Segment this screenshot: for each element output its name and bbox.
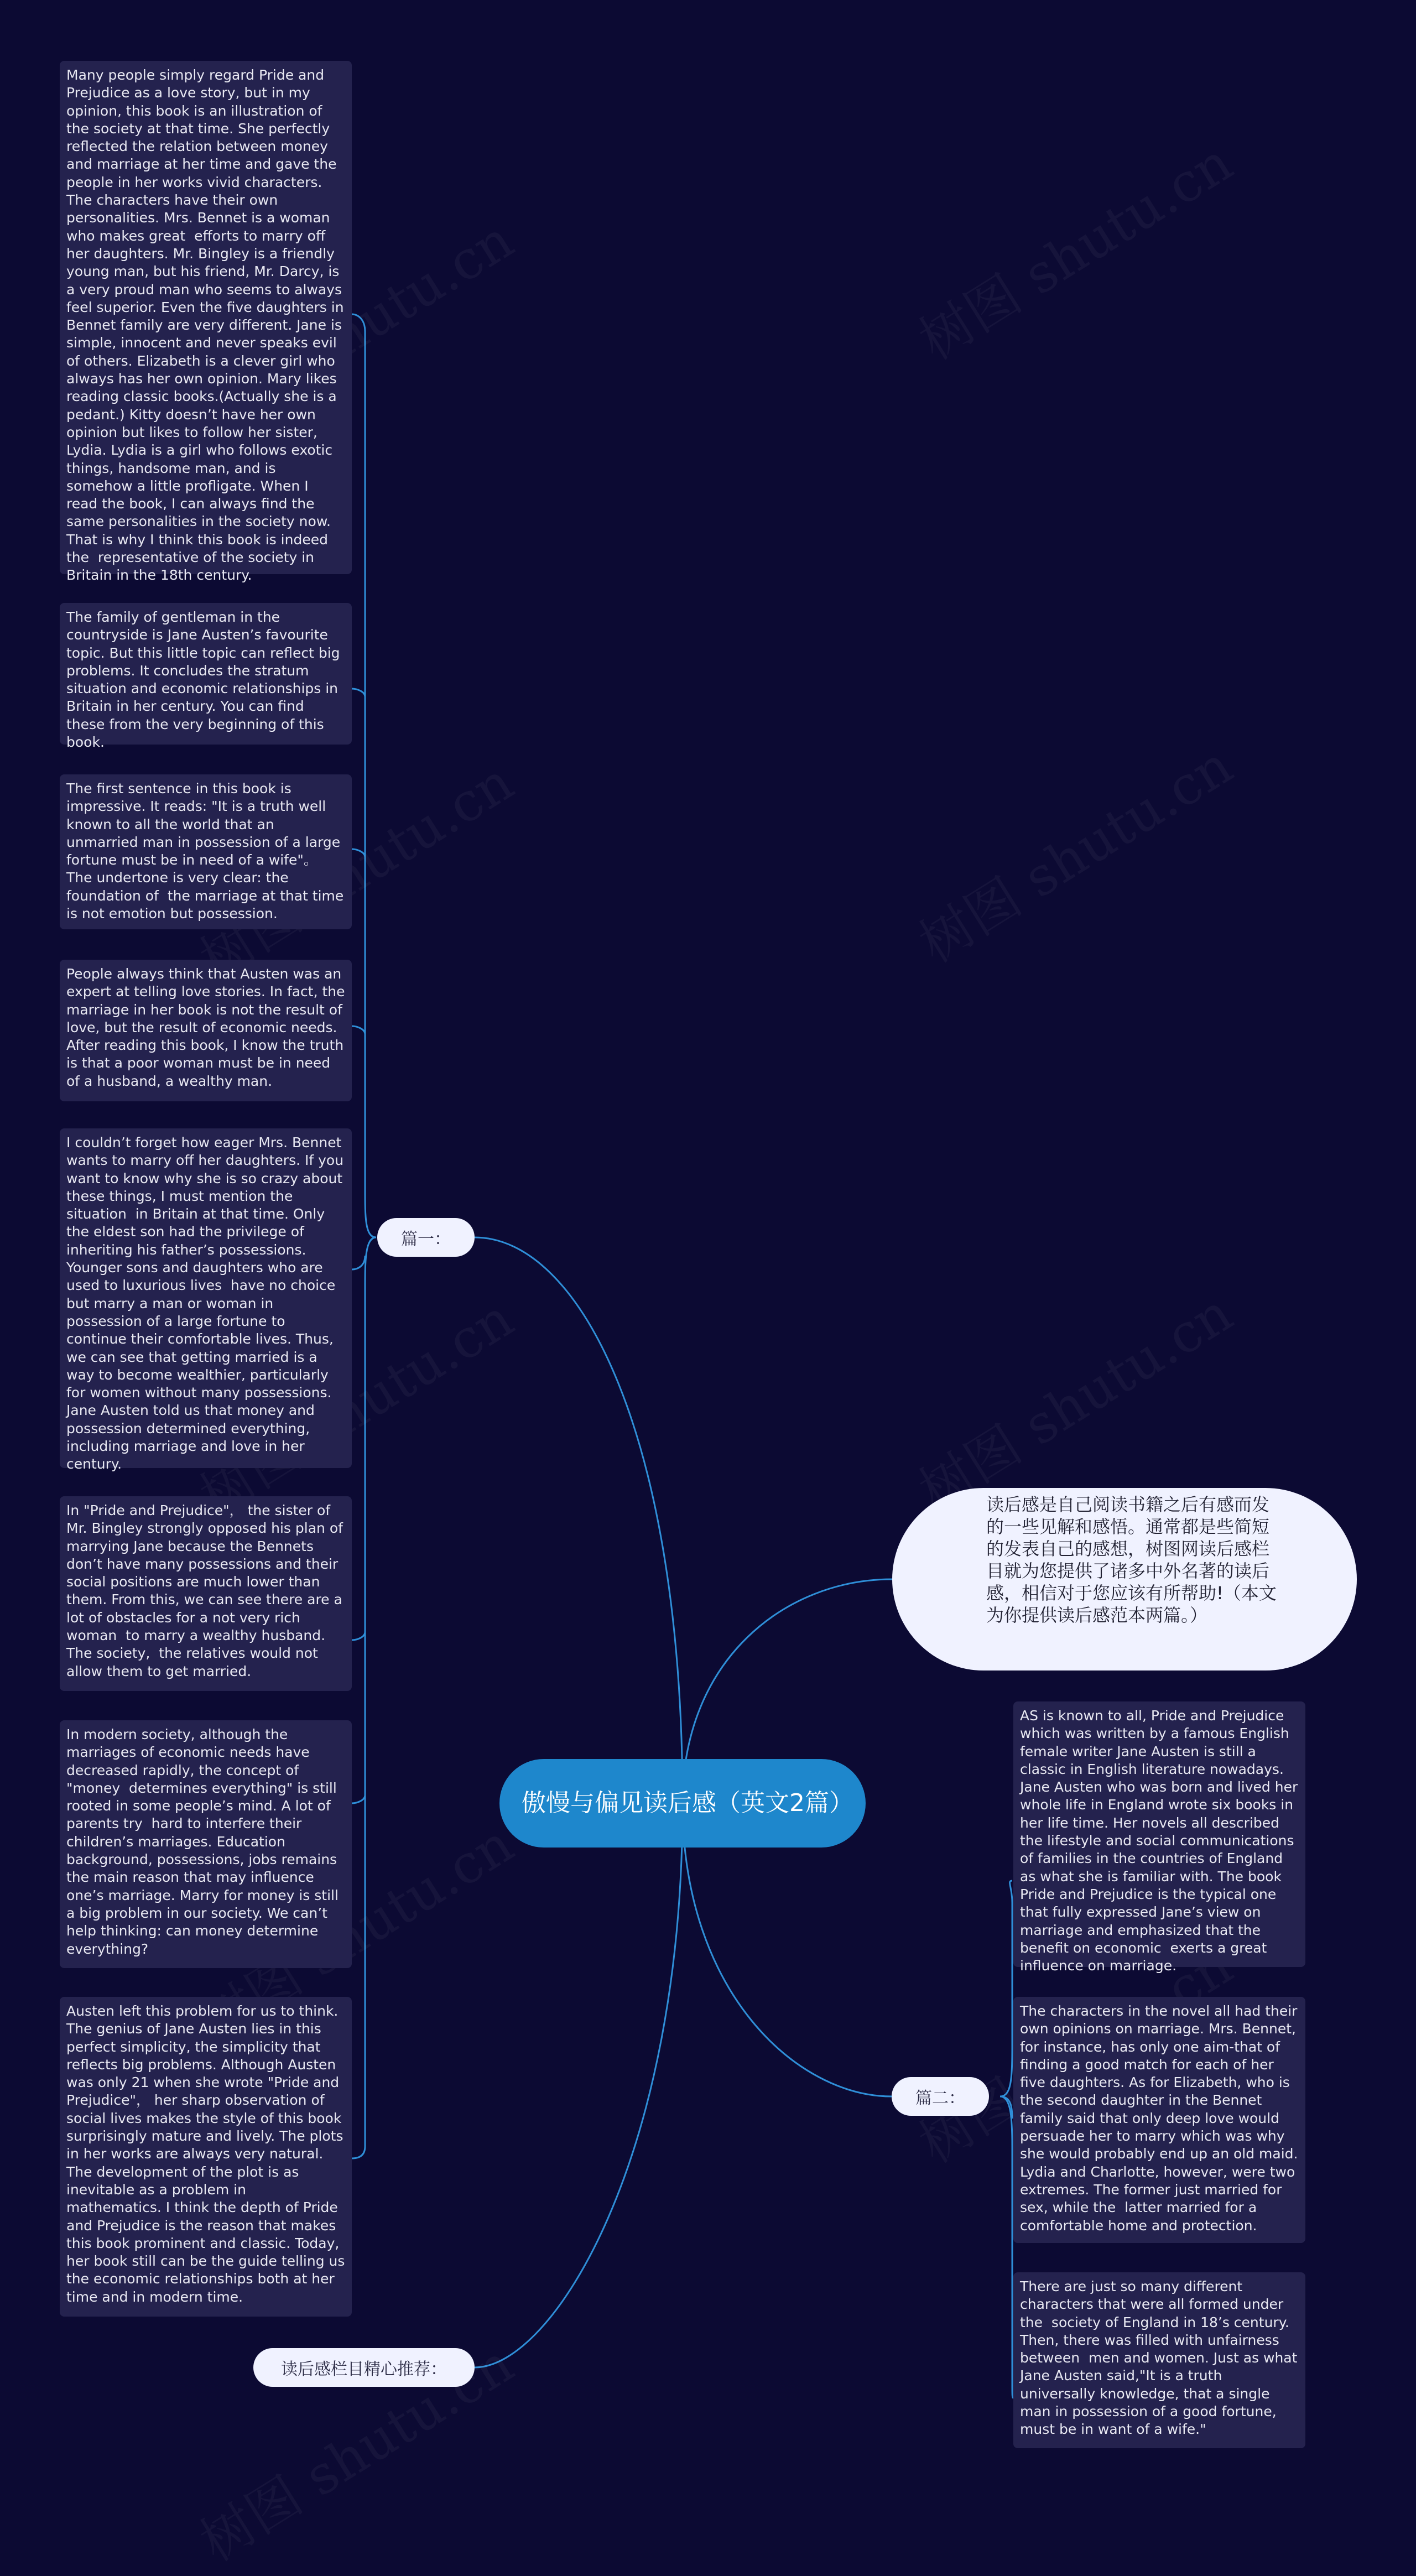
link-part1-bracket xyxy=(352,314,376,1237)
part2-note-2[interactable]: The characters in the novel all had their own opinions on marriage. Mrs. Bennet, for instance, has only one aim-that of finding a good match for each of her five daughters. As for Elizabeth, who is the second daughter in the Bennet family said that only deep love would persuade her to marry which was why she would probably end up an old maid. Lydia and Charlotte, however, were two extremes. The former just married for sex, while the latter married for a comfortable home and protection. xyxy=(1013,1997,1305,2243)
link-root-recommend xyxy=(475,1803,683,2367)
branch-recommend-label: 读后感栏目精心推荐： xyxy=(281,2360,447,2379)
branch-part2-label: 篇二： xyxy=(915,2089,965,2108)
intro-node[interactable] xyxy=(892,1488,1357,1671)
part1-note-3[interactable]: The first sentence in this book is impressive. It reads: "It is a truth well known to all the world that an unmarried man in possession of a large fortune must be in need of a wife"。 The undertone is very clear: the foundation of the marriage at that time is not emotion but possession. xyxy=(60,774,352,929)
root-label: 傲慢与偏见读后感（英文2篇） xyxy=(522,1789,853,1817)
root-topic[interactable] xyxy=(499,1759,866,1848)
branch-part2[interactable] xyxy=(892,2077,989,2116)
branch-part1[interactable] xyxy=(377,1218,475,1257)
intro-text: 读后感是自己阅读书籍之后有感而发的一些见解和感悟。通常都是些简短的发表自己的感想，树图网读后感栏目就为您提供了诸多中外名著的读后感，相信对于您应该有所帮助!（本文为你提供读后感范本两篇。） xyxy=(986,1494,1277,1626)
part1-note-2[interactable]: The family of gentleman in the countryside is Jane Austen’s favourite topic. But this little topic can reflect big problems. It concludes the stratum situation and economic relationships in Britain in her century. You can find these from the very beginning of this book. xyxy=(60,603,352,745)
part2-note-1[interactable]: AS is known to all, Pride and Prejudice which was written by a famous English female writer Jane Austen is still a classic in English literature nowadays. Jane Austen who was born and lived her whole life in England wrote six books in her life time. Her novels all described the lifestyle and social communications of families in the countries of England as what she is familiar with. The book Pride and Prejudice is the typical one that fully expressed Jane’s view on marriage and emphasized that the benefit on economic exerts a great influence on marriage. xyxy=(1013,1701,1305,1967)
branch-part1-label: 篇一： xyxy=(401,1230,451,1249)
part1-note-8[interactable]: Austen left this problem for us to think. The genius of Jane Austen lies in this perfect simplicity, the simplicity that reflects big problems. Although Austen was only 21 when she wrote "Pride and Prejudice"， her sharp observation of social lives makes the style of this book surprisingly mature and lively. The plots in her works are always very natural. The development of the plot is as inevitable as a problem in mathematics. I think the depth of Pride and Prejudice is the reason that makes this book prominent and classic. Today, her book still can be the guide telling us the economic relationships both at her time and in modern time. xyxy=(60,1997,352,2317)
part1-note-5[interactable]: I couldn’t forget how eager Mrs. Bennet wants to marry off her daughters. If you want to know why she is so crazy about these things, I must mention the situation in Britain at that time. Only the eldest son had the privilege of inheriting his father’s possessions. Younger sons and daughters who are used to luxurious lives have no choice but marry a man or woman in possession of a large fortune to continue their comfortable lives. Thus, we can see that getting married is a way to become wealthier, particularly for women without many possessions. Jane Austen told us that money and possession determined everything, including marriage and love in her century. xyxy=(60,1128,352,1468)
part1-note-1[interactable]: Many people simply regard Pride and Prejudice as a love story, but in my opinion, this book is an illustration of the society at that time. She perfectly reflected the relation between money and marriage at her time and gave the people in her works vivid characters. The characters have their own personalities. Mrs. Bennet is a woman who makes great efforts to marry off her daughters. Mr. Bingley is a friendly young man, but his friend, Mr. Darcy, is a very proud man who seems to always feel superior. Even the five daughters in Bennet family are very different. Jane is simple, innocent and never speaks evil of others. Elizabeth is a clever girl who always has her own opinion. Mary likes reading classic books.(Actually she is a pedant.) Kitty doesn’t have her own opinion but likes to follow her sister, Lydia. Lydia is a girl who follows exotic things, handsome man, and is somehow a little profligate. When I read the book, I can always find the same personalities in the society now. That is why I think this book is indeed the representative of the society in Britain in the 18th century. xyxy=(60,61,352,574)
part1-note-6[interactable]: In "Pride and Prejudice"， the sister of Mr. Bingley strongly opposed his plan of marrying Jane because the Bennets don’t have many possessions and their social positions are much lower than them. From this, we can see there are a lot of obstacles for a not very rich woman to marry a wealthy husband. The society, the relatives would not allow them to get married. xyxy=(60,1496,352,1691)
part1-note-7[interactable]: In modern society, although the marriages of economic needs have decreased rapidly, the concept of "money determines everything" is still rooted in some people’s mind. A lot of parents try hard to interfere their children’s marriages. Education background, possessions, jobs remains the main reason that may influence one’s marriage. Marry for money is still a big problem in our society. We can’t help thinking: can money determine everything? xyxy=(60,1720,352,1968)
part1-note-4[interactable]: People always think that Austen was an expert at telling love stories. In fact, the marriage in her book is not the result of love, but the result of economic needs. After reading this book, I know the truth is that a poor woman must be in need of a husband, a wealthy man. xyxy=(60,960,352,1101)
branch-recommend[interactable] xyxy=(253,2348,475,2387)
part2-note-3[interactable]: There are just so many different characters that were all formed under the society of England in 18’s century. Then, there was filled with unfairness between men and women. Just as what Jane Austen said,"It is a truth universally knowledge, that a single man in possession of a good fortune, must be in want of a wife." xyxy=(1013,2272,1305,2448)
